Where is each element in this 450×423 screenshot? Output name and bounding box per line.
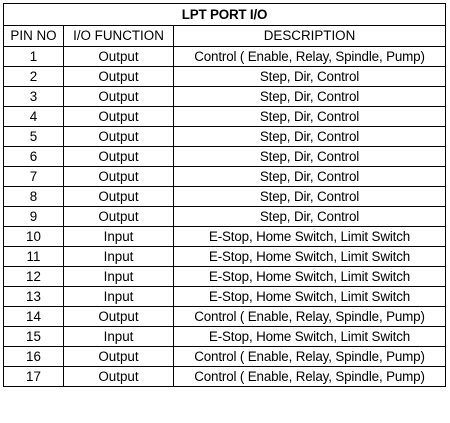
pin-number-cell: 16 (4, 347, 64, 367)
io-function-cell: Input (64, 267, 174, 287)
pin-number-cell: 15 (4, 327, 64, 347)
table-row (4, 227, 446, 247)
description-cell: Step, Dir, Control (174, 87, 446, 107)
lpt-port-io-table (3, 3, 446, 387)
table-row (4, 47, 446, 67)
io-function-cell: Output (64, 307, 174, 327)
column-header-description: DESCRIPTION (174, 26, 446, 47)
table-row (4, 267, 446, 287)
column-header-io-function: I/O FUNCTION (64, 26, 174, 47)
table-row (4, 147, 446, 167)
pin-number-cell: 6 (4, 147, 64, 167)
description-cell: Step, Dir, Control (174, 67, 446, 87)
description-cell: Control ( Enable, Relay, Spindle, Pump) (174, 307, 446, 327)
pin-number-cell: 9 (4, 207, 64, 227)
table-row (4, 347, 446, 367)
description-cell: E-Stop, Home Switch, Limit Switch (174, 287, 446, 307)
io-function-cell: Input (64, 287, 174, 307)
description-cell: Step, Dir, Control (174, 107, 446, 127)
io-function-cell: Input (64, 227, 174, 247)
io-function-cell: Output (64, 347, 174, 367)
table-row (4, 127, 446, 147)
description-cell: Step, Dir, Control (174, 207, 446, 227)
description-cell: E-Stop, Home Switch, Limit Switch (174, 247, 446, 267)
io-function-cell: Output (64, 107, 174, 127)
io-function-cell: Output (64, 167, 174, 187)
table-row (4, 107, 446, 127)
pin-number-cell: 13 (4, 287, 64, 307)
io-function-cell: Output (64, 67, 174, 87)
description-cell: Step, Dir, Control (174, 127, 446, 147)
io-function-cell: Input (64, 327, 174, 347)
pin-number-cell: 14 (4, 307, 64, 327)
table-row (4, 247, 446, 267)
description-cell: E-Stop, Home Switch, Limit Switch (174, 327, 446, 347)
column-header-pin-no: PIN NO (4, 26, 64, 47)
table-row (4, 167, 446, 187)
pin-number-cell: 2 (4, 67, 64, 87)
io-function-cell: Output (64, 127, 174, 147)
io-function-cell: Input (64, 247, 174, 267)
pin-number-cell: 11 (4, 247, 64, 267)
io-function-cell: Output (64, 207, 174, 227)
pin-number-cell: 1 (4, 47, 64, 67)
table-row (4, 187, 446, 207)
table-header-row (4, 26, 446, 47)
io-function-cell: Output (64, 147, 174, 167)
description-cell: Step, Dir, Control (174, 167, 446, 187)
description-cell: Step, Dir, Control (174, 147, 446, 167)
pin-number-cell: 12 (4, 267, 64, 287)
pin-number-cell: 4 (4, 107, 64, 127)
description-cell: Control ( Enable, Relay, Spindle, Pump) (174, 367, 446, 387)
pin-number-cell: 8 (4, 187, 64, 207)
table-row (4, 287, 446, 307)
io-function-cell: Output (64, 187, 174, 207)
pin-number-cell: 17 (4, 367, 64, 387)
table-row (4, 67, 446, 87)
pin-number-cell: 10 (4, 227, 64, 247)
pin-number-cell: 7 (4, 167, 64, 187)
pin-number-cell: 5 (4, 127, 64, 147)
io-function-cell: Output (64, 47, 174, 67)
description-cell: Control ( Enable, Relay, Spindle, Pump) (174, 347, 446, 367)
pin-number-cell: 3 (4, 87, 64, 107)
description-cell: E-Stop, Home Switch, Limit Switch (174, 267, 446, 287)
table-body (4, 47, 446, 387)
lpt-port-io-table-container (3, 3, 446, 387)
table-title-row (4, 4, 446, 26)
table-row (4, 327, 446, 347)
table-title: LPT PORT I/O (4, 4, 446, 26)
table-row (4, 367, 446, 387)
description-cell: Step, Dir, Control (174, 187, 446, 207)
table-row (4, 307, 446, 327)
io-function-cell: Output (64, 87, 174, 107)
description-cell: Control ( Enable, Relay, Spindle, Pump) (174, 47, 446, 67)
table-row (4, 207, 446, 227)
table-row (4, 87, 446, 107)
io-function-cell: Output (64, 367, 174, 387)
description-cell: E-Stop, Home Switch, Limit Switch (174, 227, 446, 247)
